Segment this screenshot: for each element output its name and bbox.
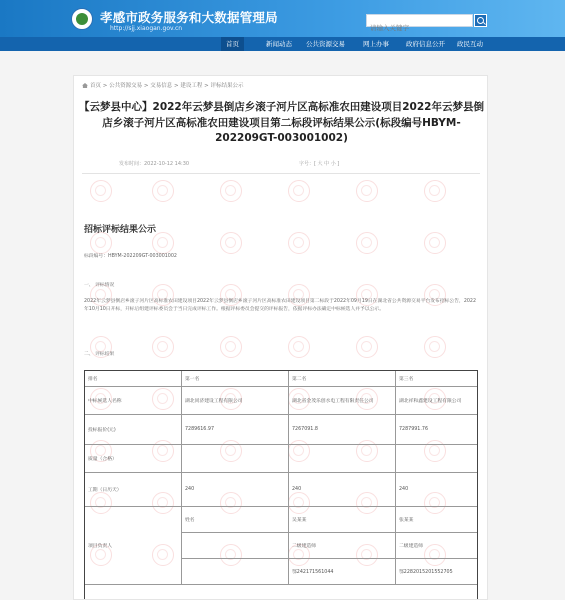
table-cell: 二级建造师: [289, 533, 396, 559]
result-table: [84, 370, 478, 585]
table-cell: 项目负责人: [85, 507, 182, 585]
table-cell: 240: [396, 473, 478, 507]
breadcrumb: 首页 > 公共资源交易 > 交易信息 > 建设工程 > 评标结果公示: [82, 81, 244, 89]
table-cell: 中标候选人名称: [85, 387, 182, 415]
table-cell: 吴某某: [289, 507, 396, 533]
site-url: http://sjj.xiaogan.gov.cn: [110, 25, 183, 32]
search-icon[interactable]: [474, 14, 487, 27]
nav-item-home[interactable]: 首页: [221, 37, 244, 51]
table-row: [85, 473, 478, 507]
table-row: [85, 445, 478, 473]
breadcrumb-item[interactable]: 评标结果公示: [210, 83, 244, 89]
watermark-seal-icon: [424, 180, 446, 202]
document-heading: 招标评标结果公示: [84, 225, 157, 235]
divider: [82, 173, 480, 174]
watermark-seal-icon: [220, 232, 242, 254]
section-number: 标段编号：HBYM-202209GT-003001002: [84, 254, 177, 259]
table-header-cell: 第三名: [396, 371, 478, 387]
table-cell: 湖北祥和鑫建设工程有限公司: [396, 387, 478, 415]
site-title[interactable]: 孝感市政务服务和大数据管理局: [100, 10, 278, 25]
table-cell: 投标报价(元): [85, 415, 182, 445]
table-header-cell: 第一名: [182, 371, 289, 387]
table-header-cell: 第二名: [289, 371, 396, 387]
watermark-seal-icon: [356, 180, 378, 202]
publish-date: 发布时间：2022-10-12 14:30: [119, 161, 190, 167]
main-nav: [0, 37, 565, 51]
search-box: [366, 14, 473, 27]
table-cell: 张某某: [396, 507, 478, 533]
article-meta: [74, 160, 488, 170]
table-row: [85, 507, 478, 533]
watermark-seal-icon: [152, 232, 174, 254]
emblem-icon: [71, 8, 93, 30]
breadcrumb-item[interactable]: 建设工程: [180, 83, 203, 89]
nav-item-interaction[interactable]: 政民互动: [457, 40, 483, 48]
table-row: [85, 387, 478, 415]
nav-item-online-services[interactable]: 网上办事: [363, 40, 389, 48]
breadcrumb-home[interactable]: 首页: [90, 83, 102, 89]
watermark-seal-icon: [288, 336, 310, 358]
table-cell: [289, 445, 396, 473]
table-cell: 7289616.97: [182, 415, 289, 445]
watermark-seal-icon: [90, 232, 112, 254]
table-cell: 姓名: [182, 507, 289, 533]
article-container: [73, 75, 488, 600]
table-cell: 240: [182, 473, 289, 507]
table-cell: 湖北省金茂乐创水电工程有限责任公司: [289, 387, 396, 415]
watermark-seal-icon: [90, 180, 112, 202]
watermark-seal-icon: [424, 336, 446, 358]
nav-item-info-disclosure[interactable]: 政府信息公开: [406, 40, 445, 48]
watermark-seal-icon: [356, 336, 378, 358]
table-cell: 工期（日历天）: [85, 473, 182, 507]
table-cell: [182, 445, 289, 473]
table-cell: [182, 533, 289, 559]
watermark-seal-icon: [288, 180, 310, 202]
watermark-seal-icon: [152, 180, 174, 202]
article-title: 【云梦县中心】2022年云梦县倒店乡滚子河片区高标准农田建设项目2022年云梦县倒店乡滚子河片区高标准农田建设项目第二标段评标结果公示(标段编号HBYM-202209GT-003001002): [79, 101, 484, 144]
paragraph: 2022年云梦县倒店乡滚子河片区高标准农田建设项目2022年云梦县倒店乡滚子河片区高标准农田建设项目第二标段于2022年09月19日在湖北省公共资源交易平台发布招标公告，2022年10月10日开标，开标后组建评标委员会于当日完成评标工作。根据评标委员会提交的评标报告，依据评标办法确定中标候选人并予以公示。: [84, 299, 477, 312]
table-cell: 鄂242171561044: [289, 559, 396, 585]
watermark-seal-icon: [220, 180, 242, 202]
table-cell: [396, 445, 478, 473]
search-input[interactable]: [367, 23, 455, 34]
home-icon: [82, 83, 88, 88]
watermark-seal-icon: [220, 336, 242, 358]
nav-item-public-resources[interactable]: 公共资源交易: [306, 40, 345, 48]
breadcrumb-item[interactable]: 交易信息: [150, 83, 173, 89]
table-cell: 7267091.8: [289, 415, 396, 445]
table-cell: 质量（合格）: [85, 445, 182, 473]
table-cell: [182, 559, 289, 585]
watermark-seal-icon: [356, 232, 378, 254]
table-header-row: [85, 371, 478, 387]
table-cell: 鄂2282015201552705: [396, 559, 478, 585]
section-heading: 二、 评标结果: [84, 352, 115, 357]
table-row: [85, 415, 478, 445]
table-cell: 湖北同济建设工程有限公司: [182, 387, 289, 415]
section-heading: 一、 评标情况: [84, 283, 115, 288]
watermark-seal-icon: [152, 336, 174, 358]
font-size-control[interactable]: 字号：[ 大 中 小 ]: [299, 161, 340, 167]
table-cell: 7287991.76: [396, 415, 478, 445]
breadcrumb-item[interactable]: 公共资源交易: [109, 83, 143, 89]
nav-item-news[interactable]: 新闻动态: [266, 40, 292, 48]
table-header-cell: 排名: [85, 371, 182, 387]
table-cell: 二级建造师: [396, 533, 478, 559]
site-header: [0, 0, 565, 37]
watermark-seal-icon: [424, 232, 446, 254]
table-cell: 240: [289, 473, 396, 507]
watermark-seal-icon: [288, 232, 310, 254]
